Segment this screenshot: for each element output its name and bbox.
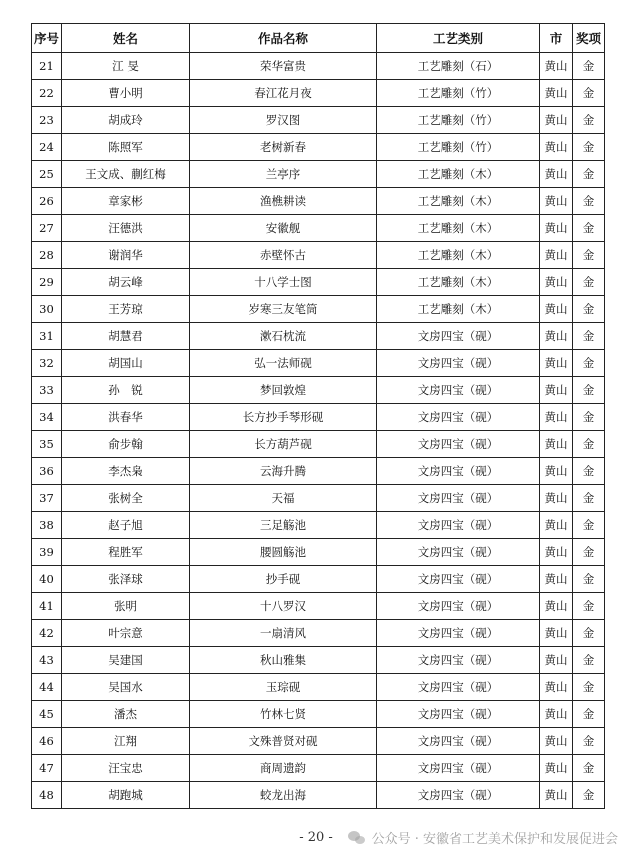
cell-no: 25 (32, 161, 62, 188)
cell-city: 黄山 (540, 404, 573, 431)
cell-work: 梦回敦煌 (190, 377, 377, 404)
cell-award: 金 (573, 512, 605, 539)
cell-award: 金 (573, 593, 605, 620)
cell-work: 春江花月夜 (190, 80, 377, 107)
cell-city: 黄山 (540, 242, 573, 269)
cell-city: 黄山 (540, 215, 573, 242)
cell-no: 40 (32, 566, 62, 593)
award-table (31, 23, 605, 809)
table-row (32, 566, 605, 593)
cell-work: 长方葫芦砚 (190, 431, 377, 458)
cell-work: 云海升腾 (190, 458, 377, 485)
cell-award: 金 (573, 782, 605, 809)
cell-name: 曹小明 (62, 80, 190, 107)
cell-city: 黄山 (540, 53, 573, 80)
cell-award: 金 (573, 161, 605, 188)
cell-work: 三足觞池 (190, 512, 377, 539)
cell-award: 金 (573, 701, 605, 728)
cell-work: 十八罗汉 (190, 593, 377, 620)
cell-no: 44 (32, 674, 62, 701)
cell-award: 金 (573, 755, 605, 782)
table-row (32, 539, 605, 566)
table-row (32, 674, 605, 701)
cell-work: 荣华富贵 (190, 53, 377, 80)
cell-category: 工艺雕刻（竹） (377, 80, 540, 107)
header-work: 作品名称 (190, 24, 377, 53)
cell-work: 玉琮砚 (190, 674, 377, 701)
table-row (32, 728, 605, 755)
table-row (32, 134, 605, 161)
cell-category: 文房四宝（砚） (377, 566, 540, 593)
cell-work: 渔樵耕读 (190, 188, 377, 215)
cell-category: 文房四宝（砚） (377, 350, 540, 377)
table-header-row (32, 24, 605, 53)
cell-no: 24 (32, 134, 62, 161)
cell-award: 金 (573, 377, 605, 404)
table-row (32, 53, 605, 80)
cell-work: 长方抄手琴形砚 (190, 404, 377, 431)
cell-no: 33 (32, 377, 62, 404)
cell-no: 32 (32, 350, 62, 377)
cell-category: 文房四宝（砚） (377, 458, 540, 485)
cell-city: 黄山 (540, 512, 573, 539)
table-row (32, 242, 605, 269)
cell-city: 黄山 (540, 80, 573, 107)
cell-city: 黄山 (540, 323, 573, 350)
cell-work: 蛟龙出海 (190, 782, 377, 809)
cell-name: 吴建国 (62, 647, 190, 674)
table-row (32, 431, 605, 458)
cell-award: 金 (573, 647, 605, 674)
cell-award: 金 (573, 728, 605, 755)
cell-name: 王芳琼 (62, 296, 190, 323)
cell-category: 文房四宝（砚） (377, 782, 540, 809)
cell-no: 31 (32, 323, 62, 350)
cell-name: 吴国水 (62, 674, 190, 701)
cell-city: 黄山 (540, 431, 573, 458)
cell-award: 金 (573, 134, 605, 161)
cell-category: 文房四宝（砚） (377, 755, 540, 782)
cell-category: 文房四宝（砚） (377, 539, 540, 566)
table-row (32, 593, 605, 620)
cell-no: 28 (32, 242, 62, 269)
cell-name: 胡跑城 (62, 782, 190, 809)
cell-city: 黄山 (540, 188, 573, 215)
cell-name: 王文成、蒯红梅 (62, 161, 190, 188)
cell-name: 胡成玲 (62, 107, 190, 134)
cell-award: 金 (573, 458, 605, 485)
cell-category: 文房四宝（砚） (377, 728, 540, 755)
cell-no: 41 (32, 593, 62, 620)
cell-no: 48 (32, 782, 62, 809)
header-city: 市 (540, 24, 573, 53)
cell-no: 42 (32, 620, 62, 647)
watermark (348, 828, 618, 847)
cell-name: 李杰枭 (62, 458, 190, 485)
cell-no: 21 (32, 53, 62, 80)
cell-no: 47 (32, 755, 62, 782)
cell-work: 罗汉图 (190, 107, 377, 134)
cell-category: 文房四宝（砚） (377, 674, 540, 701)
cell-no: 27 (32, 215, 62, 242)
cell-name: 洪春华 (62, 404, 190, 431)
cell-name: 汪宝忠 (62, 755, 190, 782)
cell-city: 黄山 (540, 377, 573, 404)
cell-category: 文房四宝（砚） (377, 593, 540, 620)
cell-city: 黄山 (540, 566, 573, 593)
cell-no: 30 (32, 296, 62, 323)
cell-name: 江翔 (62, 728, 190, 755)
header-category: 工艺类别 (377, 24, 540, 53)
cell-name: 胡云峰 (62, 269, 190, 296)
cell-name: 叶宗意 (62, 620, 190, 647)
cell-work: 商周遗韵 (190, 755, 377, 782)
cell-no: 46 (32, 728, 62, 755)
cell-name: 张树全 (62, 485, 190, 512)
table-row (32, 350, 605, 377)
cell-name: 张泽球 (62, 566, 190, 593)
table-row (32, 485, 605, 512)
cell-no: 43 (32, 647, 62, 674)
cell-city: 黄山 (540, 674, 573, 701)
table-row (32, 107, 605, 134)
table-row (32, 755, 605, 782)
table-row (32, 512, 605, 539)
cell-city: 黄山 (540, 728, 573, 755)
cell-award: 金 (573, 296, 605, 323)
cell-award: 金 (573, 80, 605, 107)
cell-work: 秋山雅集 (190, 647, 377, 674)
cell-award: 金 (573, 431, 605, 458)
cell-city: 黄山 (540, 161, 573, 188)
cell-award: 金 (573, 539, 605, 566)
cell-work: 漱石枕流 (190, 323, 377, 350)
header-name: 姓名 (62, 24, 190, 53)
watermark-text: 公众号 · 安徽省工艺美术保护和发展促进会 (371, 832, 618, 847)
cell-work: 文殊普贤对砚 (190, 728, 377, 755)
cell-award: 金 (573, 620, 605, 647)
cell-work: 安徽舰 (190, 215, 377, 242)
cell-category: 工艺雕刻（木） (377, 269, 540, 296)
cell-city: 黄山 (540, 755, 573, 782)
cell-name: 陈照军 (62, 134, 190, 161)
cell-award: 金 (573, 215, 605, 242)
cell-no: 23 (32, 107, 62, 134)
cell-work: 赤壁怀古 (190, 242, 377, 269)
cell-city: 黄山 (540, 782, 573, 809)
cell-name: 孙 锐 (62, 377, 190, 404)
cell-no: 26 (32, 188, 62, 215)
table-row (32, 620, 605, 647)
cell-category: 文房四宝（砚） (377, 431, 540, 458)
cell-award: 金 (573, 107, 605, 134)
table-row (32, 782, 605, 809)
cell-award: 金 (573, 53, 605, 80)
table-row (32, 269, 605, 296)
cell-category: 工艺雕刻（木） (377, 296, 540, 323)
cell-category: 工艺雕刻（木） (377, 215, 540, 242)
cell-category: 文房四宝（砚） (377, 647, 540, 674)
cell-award: 金 (573, 242, 605, 269)
cell-no: 36 (32, 458, 62, 485)
cell-name: 程胜军 (62, 539, 190, 566)
cell-award: 金 (573, 269, 605, 296)
cell-city: 黄山 (540, 539, 573, 566)
page-number: - 20 - (299, 830, 333, 845)
table-row (32, 377, 605, 404)
cell-category: 文房四宝（砚） (377, 323, 540, 350)
cell-category: 文房四宝（砚） (377, 485, 540, 512)
table-row (32, 458, 605, 485)
cell-work: 十八学士图 (190, 269, 377, 296)
table-row (32, 404, 605, 431)
cell-name: 赵子旭 (62, 512, 190, 539)
table-row (32, 80, 605, 107)
table-row (32, 215, 605, 242)
cell-category: 文房四宝（砚） (377, 404, 540, 431)
cell-category: 工艺雕刻（竹） (377, 107, 540, 134)
table-row (32, 296, 605, 323)
cell-work: 竹林七贤 (190, 701, 377, 728)
cell-no: 37 (32, 485, 62, 512)
cell-no: 34 (32, 404, 62, 431)
header-no: 序号 (32, 24, 62, 53)
cell-award: 金 (573, 674, 605, 701)
cell-name: 汪德洪 (62, 215, 190, 242)
cell-category: 文房四宝（砚） (377, 701, 540, 728)
cell-category: 工艺雕刻（木） (377, 188, 540, 215)
cell-work: 弘一法师砚 (190, 350, 377, 377)
table-body (32, 53, 605, 809)
cell-name: 胡国山 (62, 350, 190, 377)
cell-award: 金 (573, 404, 605, 431)
cell-name: 潘杰 (62, 701, 190, 728)
cell-category: 工艺雕刻（石） (377, 53, 540, 80)
cell-category: 文房四宝（砚） (377, 512, 540, 539)
cell-name: 谢润华 (62, 242, 190, 269)
table-row (32, 701, 605, 728)
cell-work: 一扇清风 (190, 620, 377, 647)
cell-work: 老树新春 (190, 134, 377, 161)
cell-city: 黄山 (540, 701, 573, 728)
cell-city: 黄山 (540, 350, 573, 377)
table-row (32, 161, 605, 188)
table-row (32, 647, 605, 674)
cell-name: 张明 (62, 593, 190, 620)
cell-no: 38 (32, 512, 62, 539)
cell-award: 金 (573, 485, 605, 512)
cell-city: 黄山 (540, 485, 573, 512)
cell-name: 胡慧君 (62, 323, 190, 350)
table-row (32, 188, 605, 215)
cell-category: 工艺雕刻（竹） (377, 134, 540, 161)
cell-city: 黄山 (540, 107, 573, 134)
cell-no: 29 (32, 269, 62, 296)
cell-work: 腰圆觞池 (190, 539, 377, 566)
cell-name: 江 旻 (62, 53, 190, 80)
cell-city: 黄山 (540, 620, 573, 647)
cell-city: 黄山 (540, 458, 573, 485)
cell-no: 39 (32, 539, 62, 566)
cell-no: 35 (32, 431, 62, 458)
cell-work: 兰亭序 (190, 161, 377, 188)
cell-award: 金 (573, 323, 605, 350)
cell-city: 黄山 (540, 269, 573, 296)
header-award: 奖项 (573, 24, 605, 53)
cell-no: 45 (32, 701, 62, 728)
cell-name: 章家彬 (62, 188, 190, 215)
cell-award: 金 (573, 566, 605, 593)
cell-category: 工艺雕刻（木） (377, 161, 540, 188)
cell-city: 黄山 (540, 647, 573, 674)
table-row (32, 323, 605, 350)
cell-city: 黄山 (540, 593, 573, 620)
wechat-icon (348, 830, 366, 845)
cell-no: 22 (32, 80, 62, 107)
cell-category: 文房四宝（砚） (377, 377, 540, 404)
cell-name: 俞步翰 (62, 431, 190, 458)
cell-work: 岁寒三友笔筒 (190, 296, 377, 323)
cell-award: 金 (573, 188, 605, 215)
cell-city: 黄山 (540, 134, 573, 161)
cell-work: 天福 (190, 485, 377, 512)
cell-category: 文房四宝（砚） (377, 620, 540, 647)
cell-work: 抄手砚 (190, 566, 377, 593)
cell-city: 黄山 (540, 296, 573, 323)
cell-category: 工艺雕刻（木） (377, 242, 540, 269)
cell-award: 金 (573, 350, 605, 377)
